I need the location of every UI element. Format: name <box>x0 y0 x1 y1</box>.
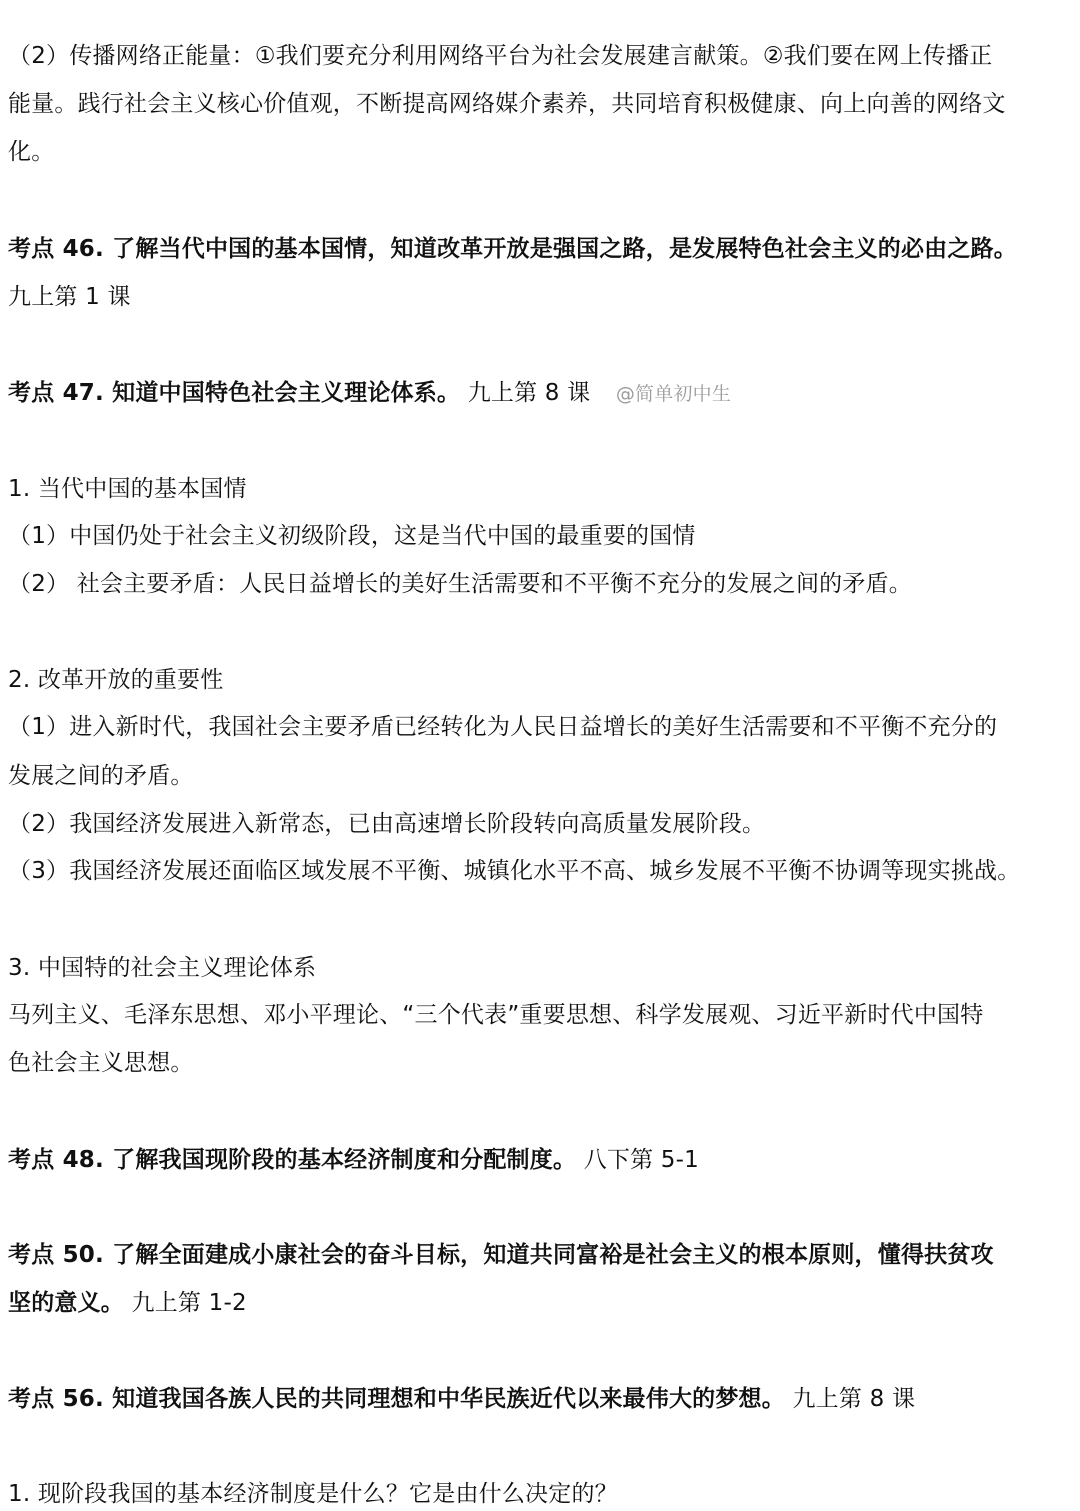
exam-point-50-reference: 九上第 1-2 <box>131 1290 247 1316</box>
exam-point-48-heading: 考点 48. 了解我国现阶段的基本经济制度和分配制度。 <box>8 1147 577 1173</box>
exam-point-47-row <box>8 378 1060 409</box>
paragraph-line: （2）传播网络正能量：①我们要充分利用网络平台为社会发展建言献策。②我们要在网上传播正 <box>8 43 993 69</box>
exam-point-56-reference: 九上第 8 课 <box>792 1386 916 1412</box>
section-3-title: 3. 中国特的社会主义理论体系 <box>8 955 317 981</box>
exam-point-48-reference: 八下第 5-1 <box>583 1147 699 1173</box>
section-2-title: 2. 改革开放的重要性 <box>8 667 224 693</box>
section-2-item-2: （2）我国经济发展进入新常态，已由高速增长阶段转向高质量发展阶段。 <box>8 811 766 837</box>
section-1-item-1: （1）中国仍处于社会主义初级阶段，这是当代中国的最重要的国情 <box>8 523 696 549</box>
section-3-item-1: 马列主义、毛泽东思想、邓小平理论、“三个代表”重要思想、科学发展观、习近平新时代中国特 <box>8 1002 984 1028</box>
paragraph-line: 化。 <box>8 139 55 165</box>
exam-point-48-row <box>8 1145 1060 1175</box>
question-1: 1. 现阶段我国的基本经济制度是什么？它是由什么决定的？ <box>8 1481 618 1507</box>
exam-point-56-heading: 考点 56. 知道我国各族人民的共同理想和中华民族近代以来最伟大的梦想。 <box>8 1386 785 1412</box>
section-2-item-1: （1）进入新时代，我国社会主要矛盾已经转化为人民日益增长的美好生活需要和不平衡不充分的 <box>8 714 998 740</box>
exam-point-56-row <box>8 1384 1060 1414</box>
author-watermark: @简单初中生 <box>615 383 732 405</box>
section-1-title: 1. 当代中国的基本国情 <box>8 476 247 502</box>
paragraph-line: 能量。践行社会主义核心价值观，不断提高网络媒介素养，共同培育积极健康、向上向善的网络文 <box>8 91 1006 117</box>
exam-point-50-heading-cont: 坚的意义。 <box>8 1290 124 1316</box>
section-2-item-3: （3）我国经济发展还面临区域发展不平衡、城镇化水平不高、城乡发展不平衡不协调等现实挑战。 <box>8 858 1021 884</box>
exam-point-47-heading: 考点 47. 知道中国特色社会主义理论体系。 <box>8 380 461 406</box>
exam-point-50-row <box>8 1288 1060 1318</box>
section-3-item-1-cont: 色社会主义思想。 <box>8 1050 194 1076</box>
exam-point-46-heading: 考点 46. 了解当代中国的基本国情，知道改革开放是强国之路，是发展特色社会主义的必由之路。 <box>8 236 1017 262</box>
section-2-item-1-cont: 发展之间的矛盾。 <box>8 763 194 789</box>
exam-point-47-reference: 九上第 8 课 <box>467 380 591 406</box>
section-1-item-2: （2） 社会主要矛盾：人民日益增长的美好生活需要和不平衡不充分的发展之间的矛盾。 <box>8 571 912 597</box>
exam-point-50-heading: 考点 50. 了解全面建成小康社会的奋斗目标，知道共同富裕是社会主义的根本原则，懂得扶贫攻 <box>8 1242 994 1268</box>
exam-point-46-reference: 九上第 1 课 <box>8 284 131 310</box>
